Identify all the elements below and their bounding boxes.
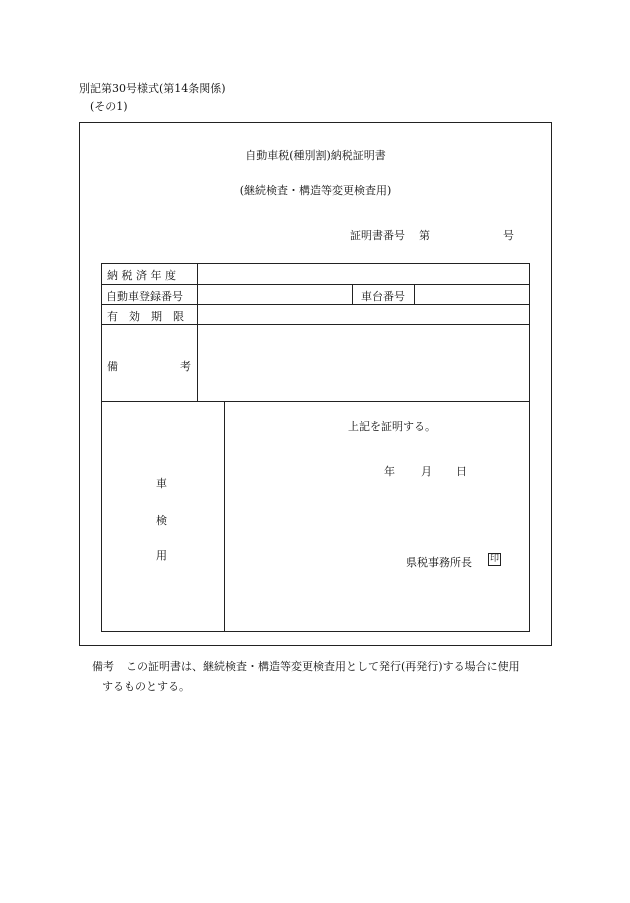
seal-stamp: 印 (489, 554, 499, 564)
footnote-line-1: この証明書は、継続検査・構造等変更検査用として発行(再発行)する場合に使用 (126, 660, 520, 673)
cert-no-prefix: 第 (419, 229, 430, 242)
date-day: 日 (456, 465, 467, 478)
certify-statement: 上記を証明する。 (348, 420, 436, 433)
inspection-char-1: 車 (156, 477, 167, 490)
date-year: 年 (384, 465, 395, 478)
remarks-label-left: 備 (107, 360, 118, 373)
office-head-label: 県税事務所長 (406, 556, 472, 569)
remarks-label-right: 考 (180, 360, 191, 373)
tax-year-label: 納 税 済 年 度 (107, 269, 176, 282)
inspection-char-3: 用 (156, 549, 167, 562)
certificate-frame (79, 122, 552, 646)
validity-period-label: 有 効 期 限 (107, 310, 184, 323)
inspection-char-2: 検 (156, 514, 167, 527)
chassis-number-label: 車台番号 (361, 290, 405, 303)
form-number: 別記第30号様式(第14条関係) (79, 82, 226, 95)
certificate-title: 自動車税(種別割)納税証明書 (245, 149, 386, 162)
form-sub-number: (その1) (90, 100, 128, 113)
cert-no-label: 証明書番号 (350, 229, 405, 242)
footnote-line-2: するものとする。 (102, 680, 190, 693)
certificate-subtitle: (継続検査・構造等変更検査用) (239, 184, 392, 197)
date-month: 月 (421, 465, 432, 478)
registration-number-label: 自動車登録番号 (106, 290, 183, 303)
cert-no-suffix: 号 (503, 229, 514, 242)
footnote-label: 備考 (92, 660, 114, 673)
